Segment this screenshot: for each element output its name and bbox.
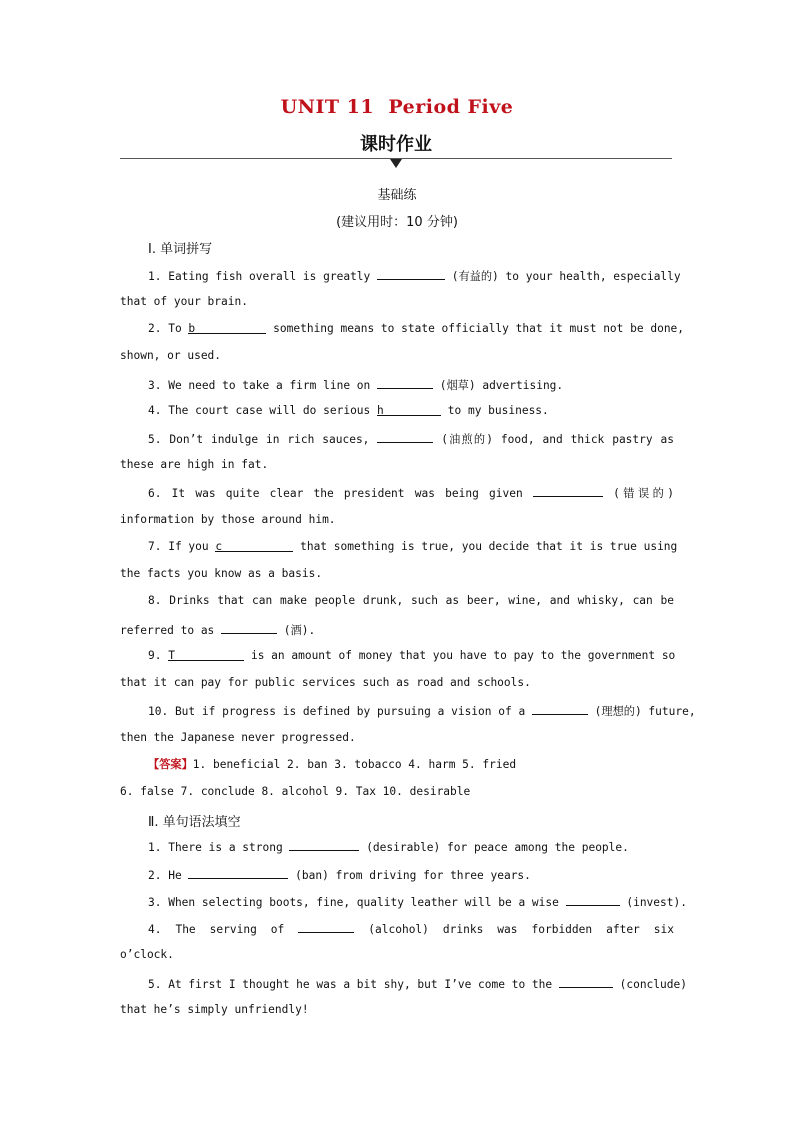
answer-blank <box>215 539 293 552</box>
answer-blank <box>188 321 266 334</box>
question-line <box>148 484 674 502</box>
question-line <box>120 348 674 364</box>
homework-title: 课时作业 <box>360 134 432 155</box>
homework-header <box>120 134 672 164</box>
question-line <box>120 294 674 310</box>
question-line <box>120 621 674 639</box>
question-line <box>148 975 687 993</box>
question-line <box>120 512 674 528</box>
text-segment: (desirable) for peace among the people. <box>359 841 629 854</box>
question-line <box>148 702 696 720</box>
text-segment: 1. There is a strong <box>148 841 290 854</box>
text-segment: 4. The serving of <box>148 923 299 936</box>
answer-blank <box>566 893 620 906</box>
question-line <box>120 730 674 746</box>
text-segment: (有益的) to your health, especially <box>445 270 681 283</box>
text-segment: that something is true, you decide that it is true using <box>293 540 678 553</box>
question-line <box>148 593 674 609</box>
section-heading-grammar: Ⅱ. 单句语法填空 <box>148 815 241 830</box>
question-line <box>148 321 685 337</box>
text-segment: (错误的) <box>602 487 674 500</box>
answer-blank <box>377 430 433 443</box>
text-segment: 3. When selecting boots, fine, quality leather will be a wise <box>148 896 566 909</box>
question-line <box>148 893 687 911</box>
text-segment: (conclude) <box>612 978 687 991</box>
text-segment: 5. At first I thought he was a bit shy, but I’ve come to the <box>148 978 559 991</box>
question-line <box>148 403 674 419</box>
text-segment: b <box>188 322 196 335</box>
question-line <box>148 920 674 938</box>
text-segment: is an amount of money that you have to pay to the government so <box>244 649 676 662</box>
answer-line <box>120 784 674 800</box>
text-segment: 5. Don’t indulge in rich sauces, <box>148 433 378 446</box>
answer-blank <box>377 267 445 280</box>
question-line <box>148 539 678 555</box>
question-line <box>120 947 674 963</box>
answer-blank <box>289 838 359 851</box>
answer-blank <box>221 621 277 634</box>
text-segment: (ban) from driving for three years. <box>288 869 531 882</box>
text-segment: that of your brain. <box>120 295 248 308</box>
text-segment: referred to as <box>120 624 222 637</box>
text-segment: then the Japanese never progressed. <box>120 731 356 744</box>
text-segment: (酒). <box>277 624 316 637</box>
triangle-marker-icon <box>390 159 402 168</box>
question-line <box>120 457 674 473</box>
text-segment: (alcohol) drinks was forbidden after six <box>354 923 674 936</box>
answer-blank <box>532 702 588 715</box>
text-segment: (烟草) advertising. <box>433 379 564 392</box>
answer-blank <box>377 376 433 389</box>
text-segment: 10. But if progress is defined by pursuing a vision of a <box>148 705 532 718</box>
question-line <box>148 648 674 664</box>
text-segment: something means to state officially that it must not be done, <box>266 322 685 335</box>
text-segment: that it can pay for public services such as road and schools. <box>120 676 531 689</box>
level-label: 基础练 <box>377 188 417 203</box>
text-segment: these are high in fat. <box>120 458 269 471</box>
answer-blank <box>559 975 613 988</box>
text-segment: 9. <box>148 649 169 662</box>
text-segment: o’clock. <box>120 948 174 961</box>
text-segment: information by those around him. <box>120 513 336 526</box>
answer-line <box>148 757 674 773</box>
text-segment: shown, or used. <box>120 349 222 362</box>
answer-blank <box>377 403 441 416</box>
answer-blank <box>298 920 354 933</box>
answer-blank <box>188 866 288 879</box>
question-line <box>148 838 674 856</box>
question-line <box>120 566 674 582</box>
text-segment: (invest). <box>619 896 687 909</box>
answer-text: 6. false 7. conclude 8. alcohol 9. Tax 10. desirable <box>120 785 471 798</box>
question-line <box>148 267 681 285</box>
unit-title <box>0 96 794 118</box>
text-segment: (理想的) future, <box>587 705 696 718</box>
answer-label: 【答案】 <box>148 758 193 771</box>
text-segment: 8. Drinks that can make people drunk, such as beer, wine, and whisky, can be <box>148 594 674 607</box>
question-line <box>148 430 674 448</box>
question-line <box>120 1002 674 1018</box>
answer-blank <box>168 648 244 661</box>
text-segment: c <box>215 540 223 553</box>
period-label: Period Five <box>388 96 514 118</box>
time-note: (建议用时：10 分钟) <box>336 215 458 230</box>
text-segment: the facts you know as a basis. <box>120 567 323 580</box>
question-line <box>148 376 674 394</box>
text-segment: 7. If you <box>148 540 216 553</box>
unit-label: UNIT 11 <box>280 96 375 118</box>
text-segment: 2. He <box>148 869 189 882</box>
text-segment: that he’s simply unfriendly! <box>120 1003 309 1016</box>
text-segment: 1. Eating fish overall is greatly <box>148 270 378 283</box>
answer-text: 1. beneficial 2. ban 3. tobacco 4. harm 5. fried <box>192 758 517 771</box>
question-line <box>148 866 674 884</box>
text-segment: 3. We need to take a firm line on <box>148 379 378 392</box>
text-segment: 6. It was quite clear the president was being given <box>148 487 533 500</box>
text-segment: (油煎的) food, and thick pastry as <box>433 433 675 446</box>
question-line <box>120 675 674 691</box>
text-segment: h <box>377 404 384 417</box>
text-segment: 4. The court case will do serious <box>148 404 378 417</box>
text-segment: 2. To <box>148 322 189 335</box>
text-segment: to my business. <box>441 404 549 417</box>
section-heading-spelling: Ⅰ. 单词拼写 <box>148 242 213 257</box>
text-segment: T <box>168 649 175 662</box>
answer-blank <box>533 484 603 497</box>
